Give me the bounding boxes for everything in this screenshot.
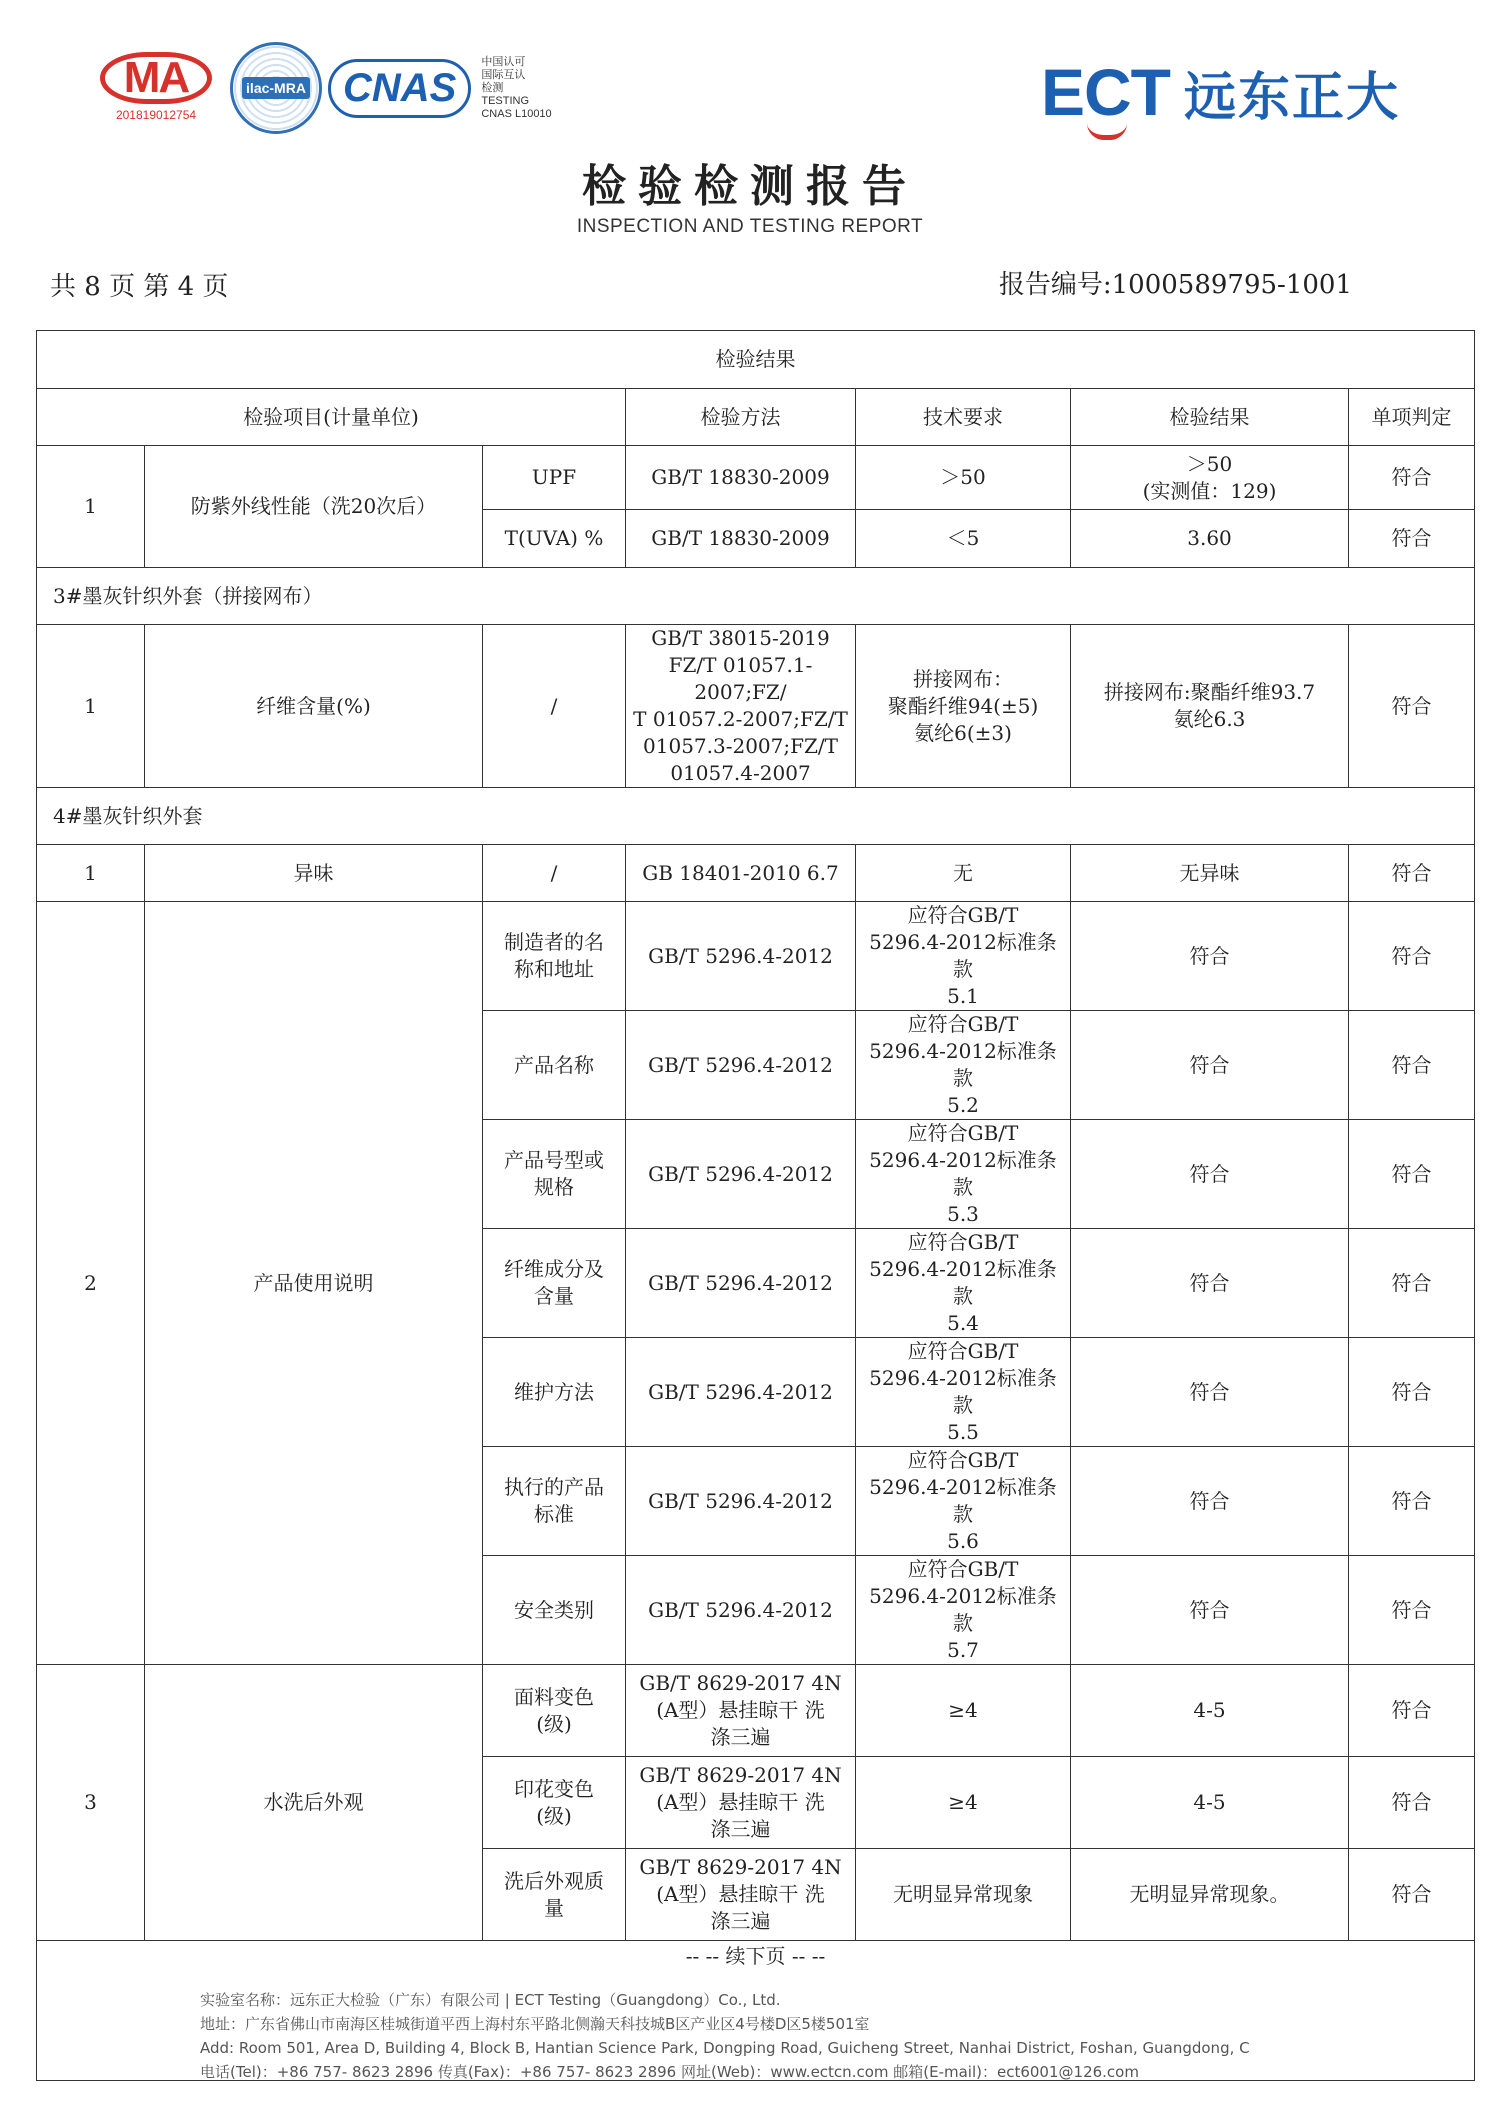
ect-logo-cn: 远东正大: [1183, 67, 1400, 128]
continued-note: -- -- 续下页 -- --: [37, 1941, 1475, 2081]
item-name: 纤维含量(%): [145, 625, 483, 788]
sub-item: UPF: [483, 446, 626, 510]
footer-contact: 电话(Tel)：+86 757- 8623 2896 传真(Fax)：+86 757- 8623 2896 网址(Web)：www.ectcn.com 邮箱(E-mail)：ect6001@126.com: [200, 2063, 1139, 2081]
row-number: 1: [37, 446, 145, 568]
table-row: [37, 625, 1475, 788]
judgment-cell: 符合: [1349, 1338, 1475, 1447]
requirement-cell: ＞50: [856, 446, 1071, 510]
requirement-cell: 应符合GB/T 5296.4-2012标准条款 5.1: [856, 902, 1071, 1011]
result-cell: ＞50 (实测值：129): [1071, 446, 1349, 510]
footer-address-en: Add: Room 501, Area D, Building 4, Block B, Hantian Science Park, Dongping Road, Guicheng Street, Nanhai District, Foshan, Guangdong, C: [200, 2039, 1250, 2057]
cnas-caption: 中国认可 国际互认 检测 TESTING CNAS L10010: [481, 55, 552, 120]
judgment-cell: 符合: [1349, 510, 1475, 568]
header-method: 检验方法: [626, 389, 856, 446]
accreditation-logos: [100, 48, 552, 128]
table-caption-row: [37, 331, 1475, 389]
judgment-cell: 符合: [1349, 1120, 1475, 1229]
page-info: 共 8 页 第 4 页: [50, 272, 229, 302]
requirement-cell: ≥4: [856, 1665, 1071, 1757]
row-number: 1: [37, 625, 145, 788]
method-cell: GB/T 5296.4-2012: [626, 1447, 856, 1556]
judgment-cell: 符合: [1349, 902, 1475, 1011]
requirement-cell: 无: [856, 845, 1071, 902]
requirement-cell: 应符合GB/T 5296.4-2012标准条款 5.5: [856, 1338, 1071, 1447]
sub-item: /: [483, 845, 626, 902]
method-cell: GB/T 5296.4-2012: [626, 1556, 856, 1665]
method-cell: GB/T 8629-2017 4N (A型）悬挂晾干 洗 涤三遍: [626, 1849, 856, 1941]
method-cell: GB/T 38015-2019 FZ/T 01057.1-2007;FZ/ T 01057.2-2007;FZ/T 01057.3-2007;FZ/T 01057.4-2007: [626, 625, 856, 788]
result-cell: 符合: [1071, 1447, 1349, 1556]
sub-item: 印花变色 (级): [483, 1757, 626, 1849]
cma-mark: MA: [100, 52, 212, 104]
report-title-zh: 检验检测报告: [582, 161, 918, 212]
method-cell: GB/T 5296.4-2012: [626, 1120, 856, 1229]
sub-item: 面料变色 (级): [483, 1665, 626, 1757]
result-cell: 符合: [1071, 1229, 1349, 1338]
table-caption: 检验结果: [37, 331, 1475, 389]
item-name: 异味: [145, 845, 483, 902]
sub-item: 维护方法: [483, 1338, 626, 1447]
table-row: [37, 446, 1475, 510]
footer-address-cn: 地址：广东省佛山市南海区桂城街道平西上海村东平路北侧瀚天科技城B区产业区4号楼D区5楼501室: [200, 2015, 870, 2033]
table-header-row: [37, 389, 1475, 446]
header-result: 检验结果: [1071, 389, 1349, 446]
footer-lab-name: 实验室名称：远东正大检验（广东）有限公司 | ECT Testing（Guangdong）Co., Ltd.: [200, 1991, 781, 2009]
sub-item: /: [483, 625, 626, 788]
judgment-cell: 符合: [1349, 845, 1475, 902]
requirement-cell: 应符合GB/T 5296.4-2012标准条款 5.6: [856, 1447, 1071, 1556]
judgment-cell: 符合: [1349, 1849, 1475, 1941]
judgment-cell: 符合: [1349, 446, 1475, 510]
requirement-cell: 拼接网布： 聚酯纤维94(±5) 氨纶6(±3): [856, 625, 1071, 788]
requirement-cell: ≥4: [856, 1757, 1071, 1849]
row-number: 3: [37, 1665, 145, 1941]
results-table: [36, 330, 1475, 2081]
section-title: 4#墨灰针织外套: [37, 788, 1475, 845]
section-row: [37, 568, 1475, 625]
result-cell: 符合: [1071, 1120, 1349, 1229]
sub-item: T(UVA) %: [483, 510, 626, 568]
sub-item: 产品名称: [483, 1011, 626, 1120]
row-number: 1: [37, 845, 145, 902]
result-cell: 4-5: [1071, 1665, 1349, 1757]
header-judgment: 单项判定: [1349, 389, 1475, 446]
report-number: 报告编号:1000589795-1001: [998, 270, 1352, 300]
sub-item: 制造者的名 称和地址: [483, 902, 626, 1011]
ect-swoosh-icon: [1087, 123, 1127, 140]
method-cell: GB/T 18830-2009: [626, 510, 856, 568]
method-cell: GB/T 18830-2009: [626, 446, 856, 510]
result-cell: 符合: [1071, 902, 1349, 1011]
item-name: 防紫外线性能（洗20次后）: [145, 446, 483, 568]
result-cell: 3.60: [1071, 510, 1349, 568]
result-cell: 符合: [1071, 1556, 1349, 1665]
report-title-en: INSPECTION AND TESTING REPORT: [576, 216, 924, 237]
table-row: [37, 902, 1475, 1011]
method-cell: GB/T 8629-2017 4N (A型）悬挂晾干 洗 涤三遍: [626, 1665, 856, 1757]
cma-number: 201819012754: [115, 108, 197, 122]
ect-logo-en: ECT: [1041, 54, 1170, 130]
section-row: [37, 788, 1475, 845]
method-cell: GB/T 8629-2017 4N (A型）悬挂晾干 洗 涤三遍: [626, 1757, 856, 1849]
judgment-cell: 符合: [1349, 625, 1475, 788]
method-cell: GB/T 5296.4-2012: [626, 1011, 856, 1120]
requirement-cell: 应符合GB/T 5296.4-2012标准条款 5.2: [856, 1011, 1071, 1120]
judgment-cell: 符合: [1349, 1556, 1475, 1665]
table-row: [37, 1665, 1475, 1757]
item-name: 水洗后外观: [145, 1665, 483, 1941]
sub-item: 产品号型或 规格: [483, 1120, 626, 1229]
method-cell: GB/T 5296.4-2012: [626, 1338, 856, 1447]
result-cell: 符合: [1071, 1011, 1349, 1120]
judgment-cell: 符合: [1349, 1229, 1475, 1338]
cma-logo: [100, 48, 212, 128]
result-cell: 符合: [1071, 1338, 1349, 1447]
requirement-cell: 应符合GB/T 5296.4-2012标准条款 5.3: [856, 1120, 1071, 1229]
header-item: 检验项目(计量单位): [37, 389, 626, 446]
result-cell: 无明显异常现象。: [1071, 1849, 1349, 1941]
result-cell: 4-5: [1071, 1757, 1349, 1849]
row-number: 2: [37, 902, 145, 1665]
cnas-mark: CNAS: [328, 59, 471, 118]
judgment-cell: 符合: [1349, 1757, 1475, 1849]
section-title: 3#墨灰针织外套（拼接网布）: [37, 568, 1475, 625]
requirement-cell: 应符合GB/T 5296.4-2012标准条款 5.4: [856, 1229, 1071, 1338]
report-title: [0, 150, 1500, 238]
ect-logo: [1041, 54, 1400, 130]
method-cell: GB 18401-2010 6.7: [626, 845, 856, 902]
judgment-cell: 符合: [1349, 1665, 1475, 1757]
ilac-mra-text: ilac-MRA: [242, 77, 310, 99]
sub-item: 纤维成分及 含量: [483, 1229, 626, 1338]
item-name: 产品使用说明: [145, 902, 483, 1665]
requirement-cell: 应符合GB/T 5296.4-2012标准条款 5.7: [856, 1556, 1071, 1665]
cnas-logo: [328, 53, 552, 123]
header-requirement: 技术要求: [856, 389, 1071, 446]
table-row: [37, 845, 1475, 902]
ilac-mra-logo: [230, 42, 322, 134]
method-cell: GB/T 5296.4-2012: [626, 902, 856, 1011]
requirement-cell: 无明显异常现象: [856, 1849, 1071, 1941]
requirement-cell: ＜5: [856, 510, 1071, 568]
method-cell: GB/T 5296.4-2012: [626, 1229, 856, 1338]
sub-item: 执行的产品 标准: [483, 1447, 626, 1556]
result-cell: 拼接网布:聚酯纤维93.7 氨纶6.3: [1071, 625, 1349, 788]
sub-item: 安全类别: [483, 1556, 626, 1665]
sub-item: 洗后外观质 量: [483, 1849, 626, 1941]
judgment-cell: 符合: [1349, 1011, 1475, 1120]
footer: [200, 1988, 1250, 2084]
result-cell: 无异味: [1071, 845, 1349, 902]
judgment-cell: 符合: [1349, 1447, 1475, 1556]
